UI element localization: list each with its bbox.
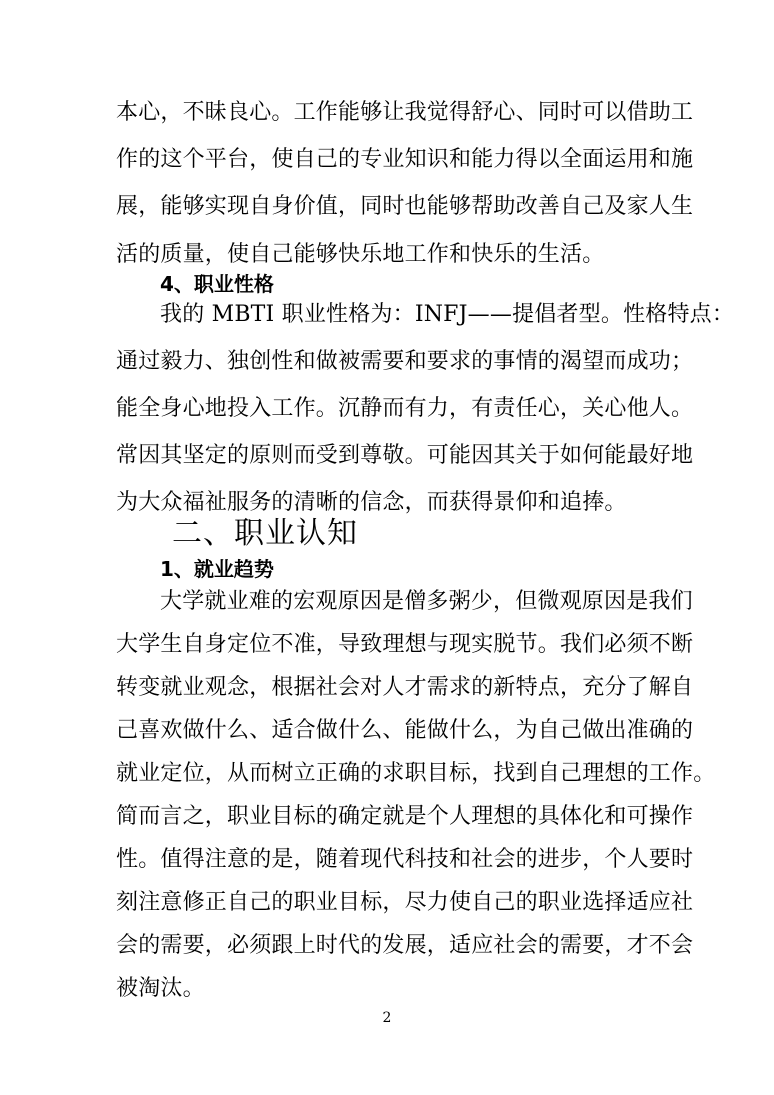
page-number: 2 <box>382 1010 392 1026</box>
paragraph-line: 简而言之，职业目标的确定就是个人理想的具体化和可操作 <box>116 804 694 829</box>
paragraph-line: 本心，不昧良心。工作能够让我觉得舒心、同时可以借助工 <box>116 100 694 125</box>
paragraph-line: 被淘汰。 <box>116 976 205 1001</box>
paragraph-line: 转变就业观念，根据社会对人才需求的新特点，充分了解自 <box>116 675 694 700</box>
paragraph-line: 常因其坚定的原则而受到尊敬。可能因其关于如何能最好地 <box>116 443 694 468</box>
paragraph-line: 就业定位，从而树立正确的求职目标，找到自己理想的工作。 <box>116 761 716 786</box>
paragraph-line: 能全身心地投入工作。沉静而有力，有责任心，关心他人。 <box>116 396 694 421</box>
paragraph-line: 展，能够实现自身价值，同时也能够帮助改善自己及家人生 <box>116 194 694 219</box>
paragraph-line: 大学就业难的宏观原因是僧多粥少，但微观原因是我们 <box>160 589 693 614</box>
paragraph-line: 性。值得注意的是，随着现代科技和社会的进步，个人要时 <box>116 847 694 872</box>
paragraph-line: 作的这个平台，使自己的专业知识和能力得以全面运用和施 <box>116 147 694 172</box>
paragraph-line: 为大众福祉服务的清晰的信念，而获得景仰和追捧。 <box>116 490 627 515</box>
paragraph-line: 会的需要，必须跟上时代的发展，适应社会的需要，才不会 <box>116 933 694 958</box>
paragraph-line: 己喜欢做什么、适合做什么、能做什么，为自己做出准确的 <box>116 718 694 743</box>
paragraph-line: 通过毅力、独创性和做被需要和要求的事情的渴望而成功； <box>116 349 694 374</box>
paragraph-line: 活的质量，使自己能够快乐地工作和快乐的生活。 <box>116 242 605 267</box>
paragraph-line: 刻注意修正自己的职业目标，尽力使自己的职业选择适应社 <box>116 890 694 915</box>
paragraph-line: 我的 MBTI 职业性格为：INFJ——提倡者型。性格特点： <box>160 302 735 327</box>
section-heading: 4、职业性格 <box>160 272 274 296</box>
chapter-title: 二、职业认知 <box>172 516 358 551</box>
section-heading: 1、就业趋势 <box>160 557 274 581</box>
paragraph-line: 大学生自身定位不准，导致理想与现实脱节。我们必须不断 <box>116 632 694 657</box>
